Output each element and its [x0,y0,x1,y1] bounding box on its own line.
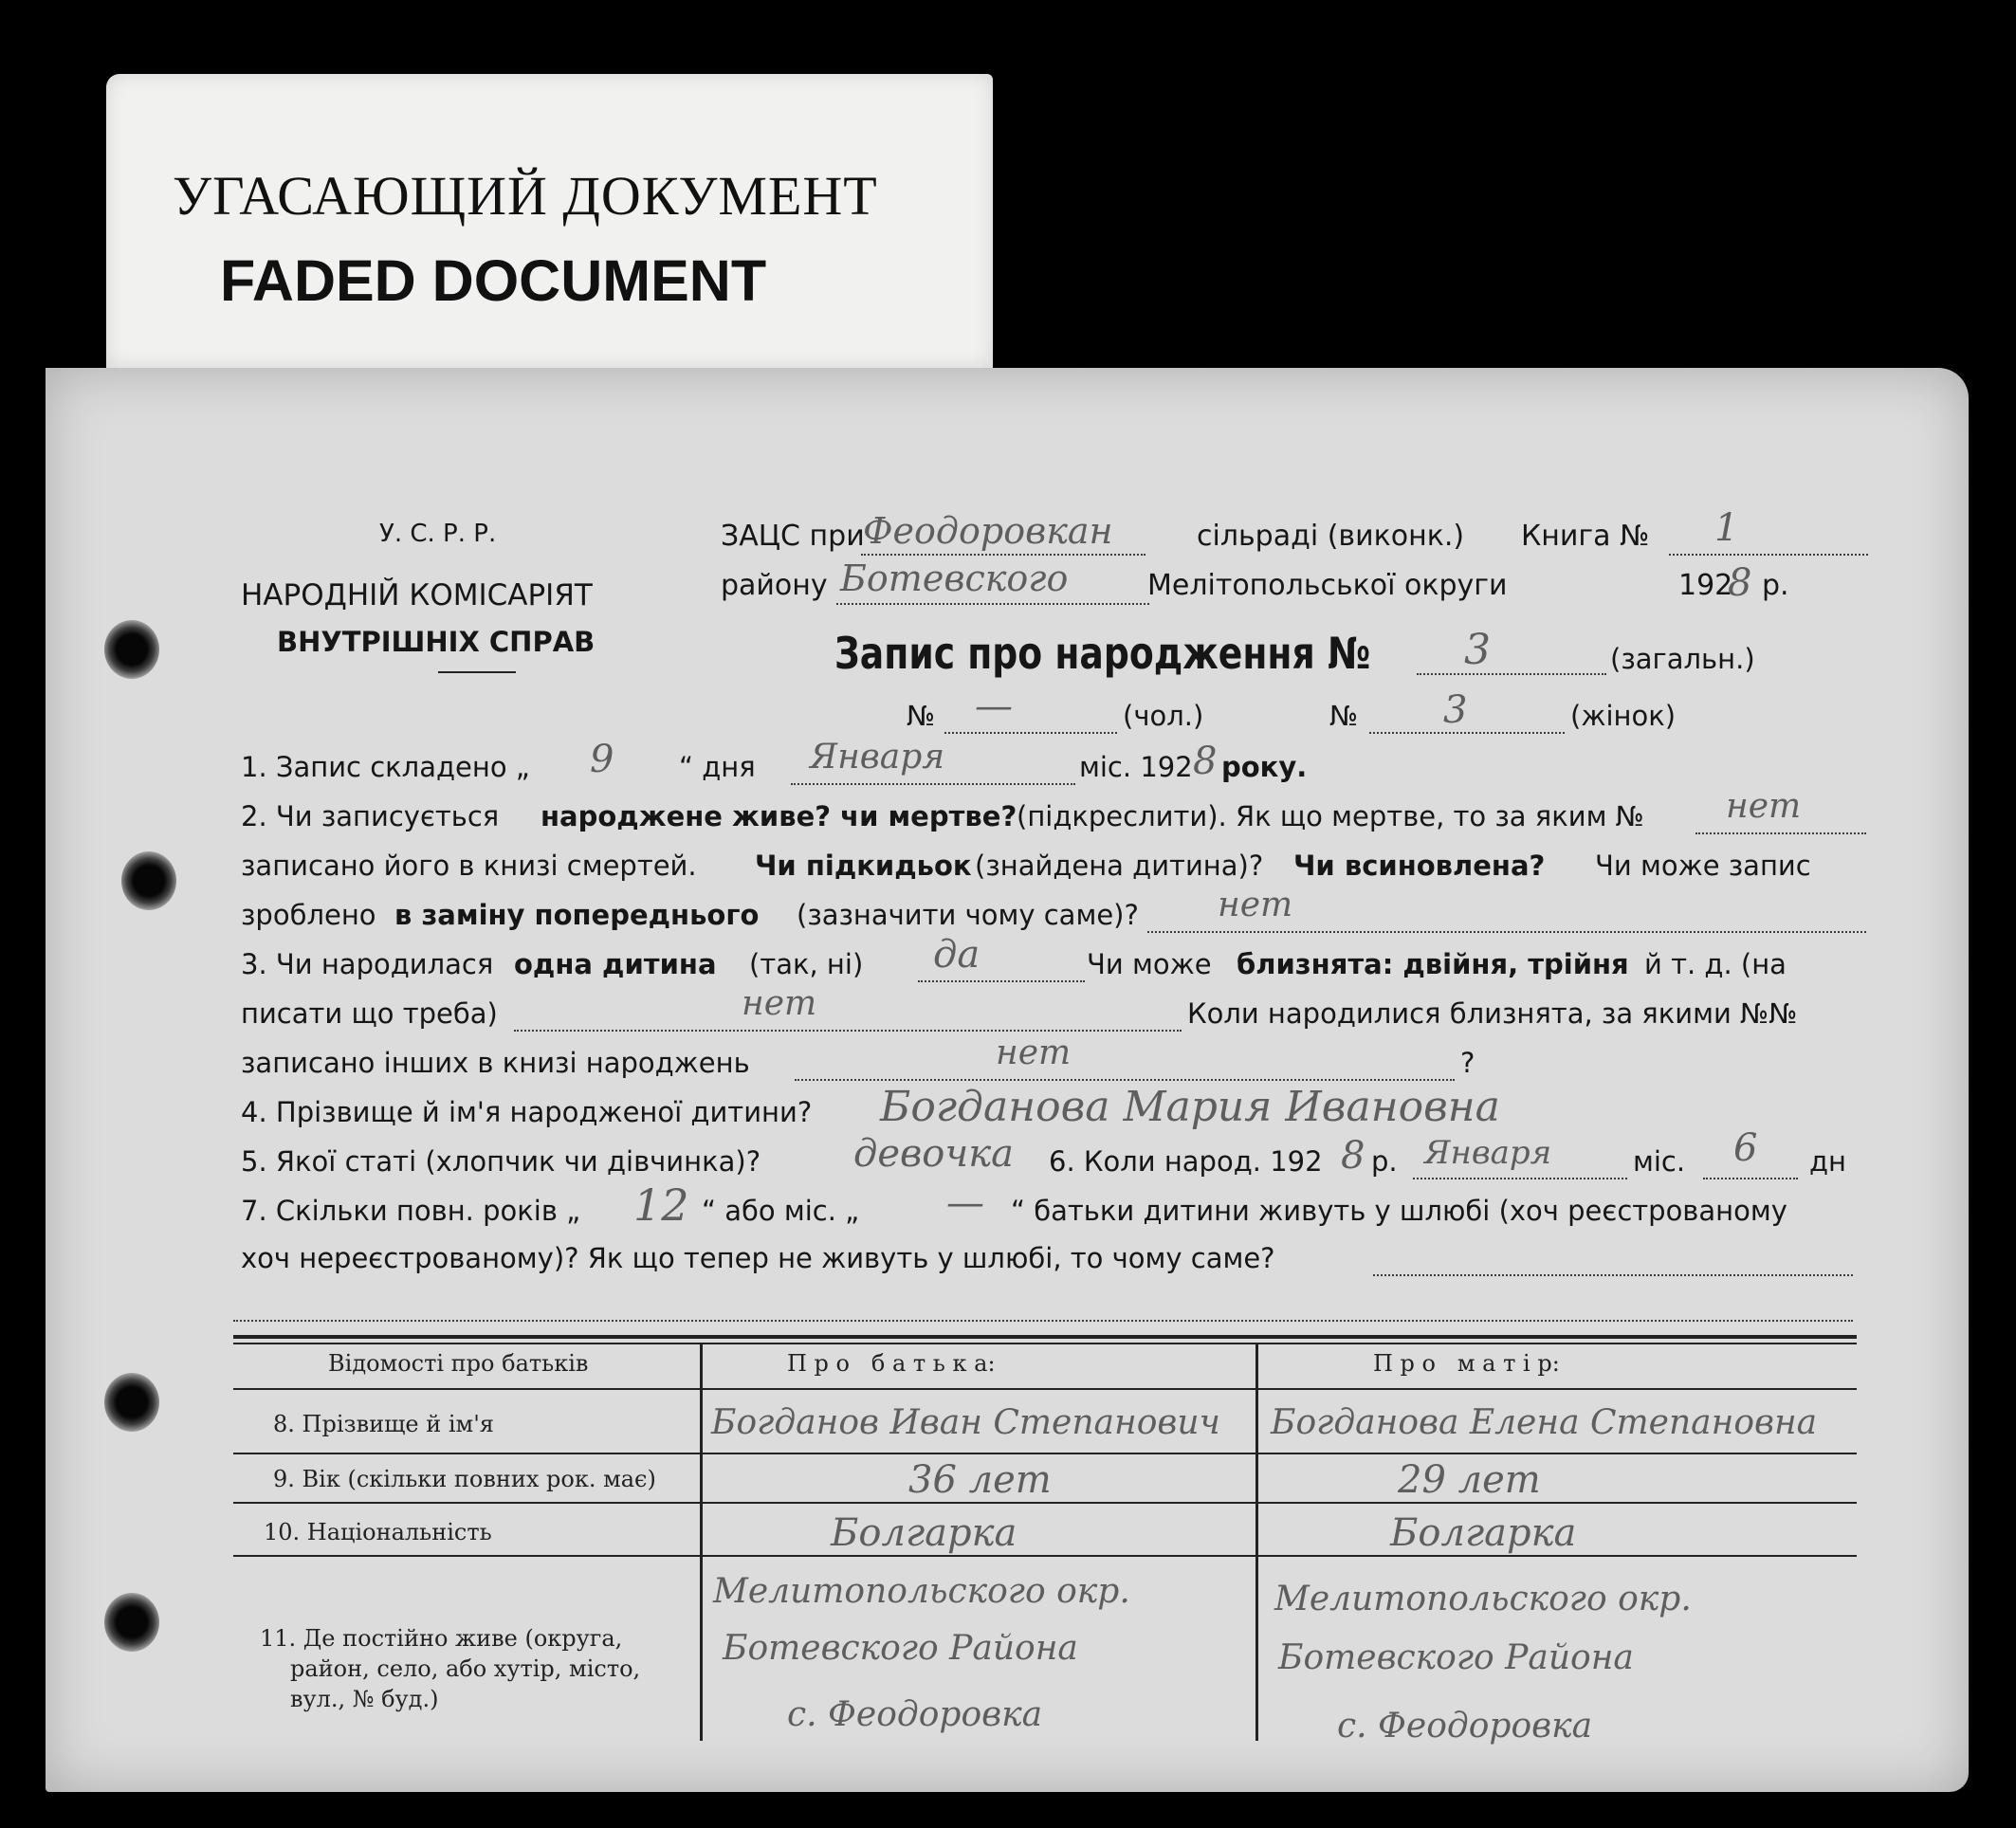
item1-suffix2: року. [1221,751,1308,783]
male-number-label: (чол.) [1123,700,1204,732]
item2-l2e: Чи може запис [1595,850,1811,882]
female-number-line [1369,732,1565,734]
item3-l3-line [795,1079,1455,1081]
birth-day-line [1703,1178,1798,1179]
birth-month-line [1413,1178,1627,1179]
child-full-name: Богданова Мария Ивановна [880,1083,1500,1131]
item1-day: 9 [590,738,614,781]
item3-l1f: й т. д. (на [1644,948,1787,980]
marriage-years: 12 [633,1179,689,1231]
mother-residence-1: Мелитопольского окр. [1274,1580,1692,1618]
item2-l1-value: нет [1726,787,1802,826]
item3-l2b: Коли народилися близнята, за якими №№ [1187,997,1798,1030]
mother-nationality: Болгарка [1390,1511,1577,1555]
row-name-label: 8. Прізвище й ім'я [273,1411,494,1437]
item1-prefix: 1. Запис складено „ [241,751,530,783]
item2-l2a: записано його в книзі смертей. [241,850,697,882]
record-number-line [1417,673,1606,675]
table-col-divider [1255,1343,1258,1741]
punch-hole-icon [104,620,159,679]
record-year-prefix: 192 [1678,569,1733,602]
faded-document-label [106,74,993,368]
punch-hole-icon [104,1593,159,1652]
item1-month: Января [810,738,945,777]
item2-l1a: 2. Чи записується [241,800,500,832]
okrug-label: Мелітопольської округи [1147,569,1508,602]
table-col-divider [700,1343,703,1741]
republic-name: У. С. Р. Р. [379,520,497,548]
record-year-suffix: р. [1762,569,1789,602]
item7-l1b: “ або міс. „ [702,1195,860,1227]
table-header-info: Відомості про батьків [328,1350,589,1377]
commissariat-line1: НАРОДНІЙ КОМІСАРІЯТ [241,578,593,612]
table-row-rule [233,1555,1857,1557]
row-residence-label-2: район, село, або хутір, місто, [290,1655,641,1682]
table-top-rule [233,1335,1857,1339]
birth-month: Января [1424,1134,1552,1172]
table-top-rule-2 [233,1343,1857,1344]
father-nationality: Болгарка [831,1511,1017,1555]
book-line [1669,554,1868,556]
zags-line [861,554,1145,556]
mother-name: Богданова Елена Степановна [1271,1403,1818,1442]
zags-prefix: ЗАЦС при [721,520,865,553]
table-header-father: П р о б а т ь к а: [787,1350,996,1377]
item2-l3c: (зазначити чому саме)? [797,899,1139,931]
district-value: Ботевского [840,558,1069,599]
item2-l1b: народжене живе? чи мертве? [541,800,1017,832]
table-row-rule [233,1502,1857,1504]
item2-l2b: Чи підкидьок [755,850,972,882]
item3-l3-value: нет [996,1033,1072,1072]
father-age: 36 лет [908,1458,1052,1502]
book-label: Книга № [1521,520,1650,553]
row-age-label: 9. Вік (скільки повних рок. має) [273,1466,656,1492]
commissariat-line2: ВНУТРІШНІХ СПРАВ [277,626,596,658]
row-residence-label-1: 11. Де постійно живе (округа, [260,1625,623,1652]
male-number-prefix: № [907,700,936,732]
faded-label-russian: УГАСАЮЩИЙ ДОКУМЕНТ [173,165,878,227]
item2-l3-value: нет [1218,886,1293,924]
item2-l3b: в заміну попереднього [394,899,760,931]
mother-residence-2: Ботевского Района [1278,1638,1634,1677]
item3-l1b: одна дитина [514,948,717,980]
item7-l2-line [1373,1274,1853,1276]
item3-l1d: Чи може [1087,948,1212,980]
item3-l1c: (так, ні) [749,948,864,980]
record-title: Запис про народження № [834,628,1371,679]
item1-mid: “ дня [679,751,756,783]
birth-year-digit: 8 [1341,1134,1365,1178]
book-value: 1 [1714,506,1739,550]
item2-l3-line [1147,931,1866,933]
item4-label: 4. Прізвище й ім'я народженої дитини? [241,1096,813,1128]
item3-l1a: 3. Чи народилася [241,948,494,980]
district-line [836,603,1149,605]
item2-l1-line [1695,832,1866,834]
item3-l3b: ? [1460,1047,1475,1079]
father-residence-3: с. Феодоровка [787,1695,1043,1734]
item1-year-digit: 8 [1193,740,1218,783]
mother-age: 29 лет [1398,1458,1541,1502]
punch-hole-icon [104,1373,159,1432]
female-number-label: (жінок) [1570,700,1677,732]
female-number-value: 3 [1443,688,1468,732]
father-name: Богданов Иван Степанович [711,1403,1220,1442]
record-number: 3 [1464,626,1491,674]
item3-l2-line [514,1030,1182,1032]
item1-suffix1: міс. 192 [1079,751,1193,783]
father-residence-1: Мелитопольского окр. [713,1572,1130,1611]
header-divider [438,671,516,673]
birth-record-card [46,368,1969,1792]
item6-label: 6. Коли народ. 192 [1049,1145,1323,1178]
item7-l2: хоч нереєстрованому)? Як що тепер не живуть у шлюбі, то чому саме? [241,1242,1275,1274]
row-residence-label-3: вул., № буд.) [290,1686,439,1712]
item3-l1-line [918,980,1085,982]
item2-l2d: Чи всиновлена? [1293,850,1546,882]
district-label: району [721,569,828,602]
item3-l2-value: нет [742,984,817,1023]
father-residence-2: Ботевского Района [723,1629,1078,1668]
birth-day-label: дн [1809,1145,1847,1178]
table-header-rule [233,1388,1857,1390]
item3-l1e: близнята: двійня, трійня [1237,948,1629,980]
faded-label-english: FADED DOCUMENT [220,248,767,313]
council-label: сільраді (виконк.) [1197,520,1465,553]
male-number-line [944,732,1117,734]
punch-hole-icon [121,851,176,910]
birth-day: 6 [1733,1126,1758,1170]
record-year-digit: 8 [1728,561,1752,605]
item7-l1c: “ батьки дитини живуть у шлюбі (хоч реєстрованому [1011,1195,1787,1227]
table-header-mother: П р о м а т і р: [1373,1350,1560,1377]
child-sex: девочка [853,1132,1015,1176]
table-row-rule [233,1453,1857,1454]
row-nationality-label: 10. Національність [264,1519,492,1545]
zags-value: Феодоровкан [863,510,1113,552]
item2-l1c: (підкреслити). Як що мертве, то за яким № [1017,800,1644,832]
item5-label: 5. Якої статі (хлопчик чи дівчинка)? [241,1145,761,1178]
birth-year-suffix: р. [1371,1145,1398,1178]
item3-l2a: писати що треба) [241,997,498,1030]
item2-l2c: (знайдена дитина)? [975,850,1264,882]
item3-l3a: записано інших в книзі народжень [241,1047,750,1079]
record-general-label: (загальн.) [1610,643,1755,675]
item7-l1a: 7. Скільки повн. років „ [241,1195,581,1227]
female-number-prefix: № [1329,700,1359,732]
birth-month-label: міс. [1633,1145,1686,1178]
item2-l3a: зроблено [241,899,376,931]
item3-l1-value: да [933,933,981,977]
item1-month-line [791,783,1075,785]
marriage-months: — [946,1181,984,1225]
item7-l3-line [233,1320,1853,1322]
male-number-value: — [975,685,1013,728]
mother-residence-3: с. Феодоровка [1337,1707,1593,1746]
